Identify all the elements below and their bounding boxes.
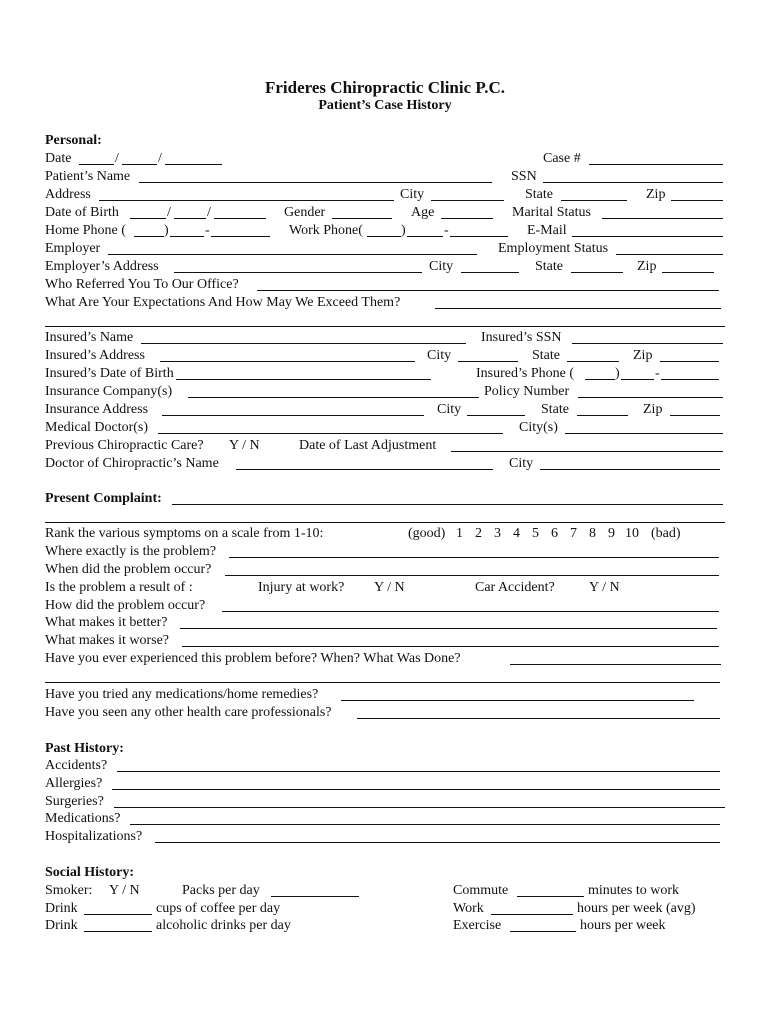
case-number-label: Case # bbox=[543, 151, 581, 166]
allergies-field[interactable] bbox=[112, 789, 720, 790]
better-label: What makes it better? bbox=[45, 615, 168, 630]
work-phone-label: Work Phone( bbox=[289, 223, 363, 238]
state-field[interactable] bbox=[561, 200, 627, 201]
dob-slash: / bbox=[207, 205, 211, 220]
employer-zip-field[interactable] bbox=[662, 272, 714, 273]
professionals-field[interactable] bbox=[357, 718, 720, 719]
coffee-label: cups of coffee per day bbox=[156, 901, 281, 916]
marital-status-label: Marital Status bbox=[512, 205, 591, 220]
social-history-heading: Social History: bbox=[45, 865, 135, 880]
home-phone-label: Home Phone ( bbox=[45, 223, 126, 238]
smoker-yes-no[interactable]: Y / N bbox=[109, 883, 140, 898]
accidents-label: Accidents? bbox=[45, 758, 108, 773]
scale-option-3[interactable]: 3 bbox=[494, 526, 501, 541]
complaint-field[interactable] bbox=[172, 504, 723, 505]
insured-phone-dash: - bbox=[655, 366, 660, 381]
scale-option-4[interactable]: 4 bbox=[513, 526, 520, 541]
injury-work-yes-no[interactable]: Y / N bbox=[374, 580, 405, 595]
commute-field[interactable] bbox=[517, 896, 584, 897]
work-phone-prefix-field[interactable] bbox=[407, 236, 443, 237]
insured-address-field[interactable] bbox=[160, 361, 415, 362]
ssn-label: SSN bbox=[511, 169, 537, 184]
referred-field[interactable] bbox=[257, 290, 719, 291]
chiro-doctor-field[interactable] bbox=[236, 469, 493, 470]
address-label: Address bbox=[45, 187, 91, 202]
when-label: When did the problem occur? bbox=[45, 562, 212, 577]
expectations-field-line2[interactable] bbox=[45, 326, 725, 327]
coffee-drink-label: Drink bbox=[45, 901, 78, 916]
case-number-field[interactable] bbox=[589, 164, 723, 165]
insured-zip-field[interactable] bbox=[660, 361, 719, 362]
zip-field[interactable] bbox=[671, 200, 723, 201]
last-adjustment-field[interactable] bbox=[451, 451, 723, 452]
hours-week-label: hours per week (avg) bbox=[577, 901, 696, 916]
insurance-company-field[interactable] bbox=[188, 397, 479, 398]
policy-number-field[interactable] bbox=[578, 397, 723, 398]
packs-field[interactable] bbox=[271, 896, 359, 897]
past-medications-field[interactable] bbox=[130, 824, 720, 825]
worse-field[interactable] bbox=[182, 646, 719, 647]
insured-zip-label: Zip bbox=[633, 348, 653, 363]
exercise-field[interactable] bbox=[510, 931, 576, 932]
work-hours-field[interactable] bbox=[491, 914, 573, 915]
referred-label: Who Referred You To Our Office? bbox=[45, 277, 239, 292]
accidents-field[interactable] bbox=[117, 771, 720, 772]
doctor-cities-field[interactable] bbox=[565, 433, 723, 434]
employer-state-label: State bbox=[535, 259, 563, 274]
insured-city-field[interactable] bbox=[458, 361, 518, 362]
zip-label: Zip bbox=[646, 187, 666, 202]
insurance-city-label: City bbox=[437, 402, 462, 417]
insured-phone-prefix-field[interactable] bbox=[621, 379, 654, 380]
employer-label: Employer bbox=[45, 241, 101, 256]
employer-address-label: Employer’s Address bbox=[45, 259, 159, 274]
employment-status-field[interactable] bbox=[616, 254, 723, 255]
insured-ssn-field[interactable] bbox=[572, 343, 723, 344]
work-phone-paren: ) bbox=[401, 223, 406, 238]
employment-status-label: Employment Status bbox=[498, 241, 609, 256]
date-month-field[interactable] bbox=[79, 164, 114, 165]
insured-name-field[interactable] bbox=[141, 343, 466, 344]
patient-name-field[interactable] bbox=[139, 182, 492, 183]
work-phone-dash: - bbox=[444, 223, 449, 238]
city-label: City bbox=[400, 187, 425, 202]
insurance-state-label: State bbox=[541, 402, 569, 417]
chiro-doctor-city-label: City bbox=[509, 456, 534, 471]
gender-field[interactable] bbox=[332, 218, 392, 219]
result-of-label: Is the problem a result of : bbox=[45, 580, 193, 595]
car-accident-yes-no[interactable]: Y / N bbox=[589, 580, 620, 595]
age-label: Age bbox=[411, 205, 435, 220]
insured-phone-paren: ) bbox=[615, 366, 620, 381]
dob-label: Date of Birth bbox=[45, 205, 119, 220]
insured-dob-field[interactable] bbox=[176, 379, 431, 380]
scale-option-8[interactable]: 8 bbox=[589, 526, 596, 541]
date-slash: / bbox=[115, 151, 119, 166]
home-phone-paren: ) bbox=[164, 223, 169, 238]
how-label: How did the problem occur? bbox=[45, 598, 206, 613]
dob-year-field[interactable] bbox=[214, 218, 266, 219]
medical-doctors-field[interactable] bbox=[158, 433, 503, 434]
injury-work-label: Injury at work? bbox=[258, 580, 345, 595]
before-field[interactable] bbox=[510, 664, 721, 665]
personal-heading: Personal: bbox=[45, 133, 102, 148]
prev-chiro-yes-no[interactable]: Y / N bbox=[229, 438, 260, 453]
insured-phone-line-field[interactable] bbox=[661, 379, 719, 380]
how-field[interactable] bbox=[222, 611, 719, 612]
work-phone-line-field[interactable] bbox=[450, 236, 508, 237]
date-day-field[interactable] bbox=[122, 164, 157, 165]
employer-state-field[interactable] bbox=[571, 272, 623, 273]
insurance-state-field[interactable] bbox=[577, 415, 628, 416]
scale-good-label: (good) bbox=[408, 526, 446, 541]
insured-name-label: Insured’s Name bbox=[45, 330, 134, 345]
professionals-label: Have you seen any other health care professionals? bbox=[45, 705, 332, 720]
date-label: Date bbox=[45, 151, 72, 166]
work-phone-area-field[interactable] bbox=[367, 236, 401, 237]
dob-month-field[interactable] bbox=[130, 218, 166, 219]
hospitalizations-label: Hospitalizations? bbox=[45, 829, 143, 844]
insured-address-label: Insured’s Address bbox=[45, 348, 145, 363]
patient-name-label: Patient’s Name bbox=[45, 169, 131, 184]
prev-chiro-label: Previous Chiropractic Care? bbox=[45, 438, 204, 453]
past-history-heading: Past History: bbox=[45, 741, 124, 756]
insured-phone-label: Insured’s Phone ( bbox=[476, 366, 574, 381]
date-year-field[interactable] bbox=[165, 164, 222, 165]
packs-label: Packs per day bbox=[182, 883, 260, 898]
chiro-doctor-label: Doctor of Chiropractic’s Name bbox=[45, 456, 219, 471]
employer-field[interactable] bbox=[108, 254, 477, 255]
scale-option-2[interactable]: 2 bbox=[475, 526, 482, 541]
allergies-label: Allergies? bbox=[45, 776, 103, 791]
insured-ssn-label: Insured’s SSN bbox=[481, 330, 562, 345]
exercise-label: Exercise bbox=[453, 918, 502, 933]
gender-label: Gender bbox=[284, 205, 326, 220]
state-label: State bbox=[525, 187, 553, 202]
insurance-address-label: Insurance Address bbox=[45, 402, 149, 417]
scale-option-5[interactable]: 5 bbox=[532, 526, 539, 541]
email-label: E-Mail bbox=[527, 223, 567, 238]
medications-tried-label: Have you tried any medications/home remedies? bbox=[45, 687, 319, 702]
form-title: Frideres Chiropractic Clinic P.C. bbox=[264, 78, 506, 97]
home-phone-area-field[interactable] bbox=[134, 236, 164, 237]
complaint-heading: Present Complaint: bbox=[45, 491, 162, 506]
coffee-field[interactable] bbox=[84, 914, 152, 915]
form-subtitle: Patient’s Case History bbox=[318, 98, 452, 113]
expectations-label: What Are Your Expectations And How May We Exceed Them? bbox=[45, 295, 401, 310]
insurance-zip-field[interactable] bbox=[670, 415, 720, 416]
last-adjustment-label: Date of Last Adjustment bbox=[299, 438, 437, 453]
home-phone-dash: - bbox=[205, 223, 210, 238]
email-field[interactable] bbox=[572, 236, 723, 237]
address-field[interactable] bbox=[99, 200, 394, 201]
car-accident-label: Car Accident? bbox=[475, 580, 555, 595]
commute-label: Commute bbox=[453, 883, 509, 898]
complaint-field-line2[interactable] bbox=[45, 522, 725, 523]
home-phone-line-field[interactable] bbox=[211, 236, 270, 237]
surgeries-field[interactable] bbox=[114, 807, 725, 808]
worse-label: What makes it worse? bbox=[45, 633, 170, 648]
employer-city-label: City bbox=[429, 259, 454, 274]
medical-doctors-label: Medical Doctor(s) bbox=[45, 420, 149, 435]
scale-option-7[interactable]: 7 bbox=[570, 526, 577, 541]
doctor-cities-label: City(s) bbox=[519, 420, 558, 435]
scale-bad-label: (bad) bbox=[651, 526, 681, 541]
dob-slash: / bbox=[167, 205, 171, 220]
insured-city-label: City bbox=[427, 348, 452, 363]
scale-option-1[interactable]: 1 bbox=[456, 526, 463, 541]
scale-option-6[interactable]: 6 bbox=[551, 526, 558, 541]
surgeries-label: Surgeries? bbox=[45, 794, 104, 809]
chiro-doctor-city-field[interactable] bbox=[540, 469, 720, 470]
insured-state-label: State bbox=[532, 348, 560, 363]
employer-city-field[interactable] bbox=[461, 272, 519, 273]
where-field[interactable] bbox=[229, 557, 719, 558]
medications-tried-field[interactable] bbox=[341, 700, 694, 701]
home-phone-prefix-field[interactable] bbox=[170, 236, 204, 237]
city-field[interactable] bbox=[431, 200, 504, 201]
insurance-company-label: Insurance Company(s) bbox=[45, 384, 173, 399]
dob-day-field[interactable] bbox=[174, 218, 206, 219]
policy-number-label: Policy Number bbox=[484, 384, 570, 399]
scale-option-10[interactable]: 10 bbox=[625, 526, 639, 541]
insurance-city-field[interactable] bbox=[467, 415, 525, 416]
alcohol-field[interactable] bbox=[84, 931, 152, 932]
age-field[interactable] bbox=[441, 218, 493, 219]
past-medications-label: Medications? bbox=[45, 811, 121, 826]
hospitalizations-field[interactable] bbox=[155, 842, 720, 843]
expectations-field[interactable] bbox=[435, 308, 721, 309]
minutes-label: minutes to work bbox=[588, 883, 679, 898]
rank-label: Rank the various symptoms on a scale from 1-10: bbox=[45, 526, 324, 541]
insured-dob-label: Insured’s Date of Birth bbox=[45, 366, 174, 381]
ssn-field[interactable] bbox=[543, 182, 723, 183]
before-field-line2[interactable] bbox=[45, 682, 720, 683]
alcohol-label: alcoholic drinks per day bbox=[156, 918, 291, 933]
better-field[interactable] bbox=[180, 628, 717, 629]
scale-option-9[interactable]: 9 bbox=[608, 526, 615, 541]
where-label: Where exactly is the problem? bbox=[45, 544, 217, 559]
insured-phone-area-field[interactable] bbox=[585, 379, 615, 380]
employer-address-field[interactable] bbox=[174, 272, 422, 273]
insurance-address-field[interactable] bbox=[162, 415, 424, 416]
smoker-label: Smoker: bbox=[45, 883, 93, 898]
insurance-zip-label: Zip bbox=[643, 402, 663, 417]
work-label: Work bbox=[453, 901, 484, 916]
exercise-hours-label: hours per week bbox=[580, 918, 666, 933]
marital-status-field[interactable] bbox=[602, 218, 723, 219]
date-slash: / bbox=[158, 151, 162, 166]
alcohol-drink-label: Drink bbox=[45, 918, 78, 933]
when-field[interactable] bbox=[225, 575, 719, 576]
before-label: Have you ever experienced this problem before? When? What Was Done? bbox=[45, 651, 461, 666]
employer-zip-label: Zip bbox=[637, 259, 657, 274]
insured-state-field[interactable] bbox=[567, 361, 619, 362]
